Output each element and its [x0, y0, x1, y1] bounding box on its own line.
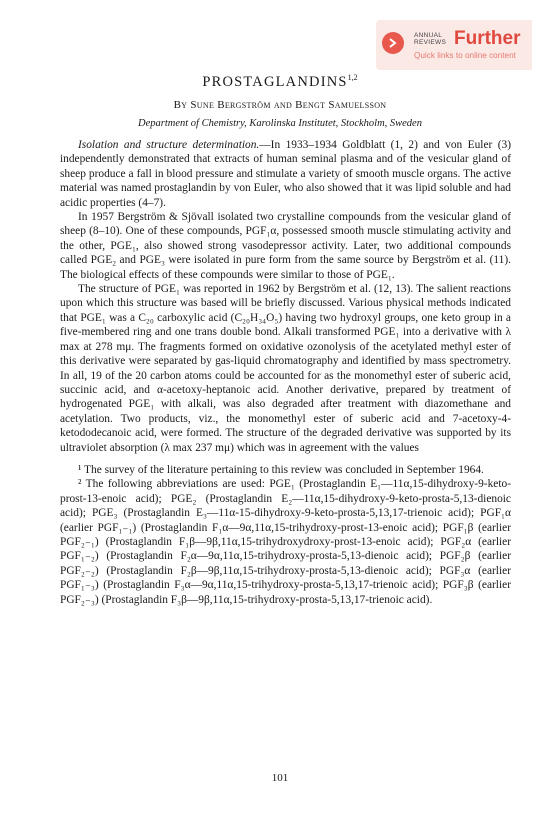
footnote-separator: [60, 455, 511, 463]
link-icon: [382, 32, 404, 54]
paragraph: Isolation and structure determination.—In 1933–1934 Goldblatt (1, 2) and von Euler (3) independently demonstrated that extracts of human seminal plasma and of the vesicular gland of sheep produce a fall in blood pressure and stimulate a variety of smooth muscle organs. The active material was named prostaglandin by von Euler, who also showed that it was lipid soluble and had acidic properties (4–7).: [60, 139, 512, 209]
annual-reviews-label: ANNUAL REVIEWS: [414, 32, 447, 46]
annual-reviews-further-banner[interactable]: [376, 20, 532, 70]
further-label: Further: [454, 28, 521, 49]
section-heading: Isolation and structure determination.: [78, 139, 260, 151]
page-number: 101: [271, 772, 289, 784]
title-footnote-marker: 1,2: [347, 73, 358, 82]
paragraph: In 1957 Bergström & Sjövall isolated two crystalline compounds from the vesicular gland of sheep (8–10). One of these compounds, PGF₁α, possessed smooth muscle stimulating activity and the other, PGE₁, also showed strong vasodepressor activity. Later, two additional compounds called PGE₂ and PGE₃ were isolated in pure form from the same source by Bergström et al. (11). The biological effects of these compounds were similar to those of PGE₁.: [60, 211, 511, 281]
paragraph: The structure of PGE₁ was reported in 1962 by Bergström et al. (12, 13). The salient reactions upon which this structure was based will be briefly discussed. Various physical methods indicated that PGE₁ was a C₂₀ carboxylic acid (C₂₀H₃₄O₅) having two hydroxyl groups, one keto group in a five-membered ring and one trans double bond. Alkali transformed PGE₁ into a derivative with λ max at 278 mμ. The fragments formed on oxidative ozonolysis of the acetylated methyl ester of this derivative were separated by gas-liquid chromatography and identified by mass spectrometry. In all, 19 of the 20 carbon atoms could be accounted for as the monomethyl ester of suberic acid, succinic acid, and α-acetoxy-heptanoic acid. Another derivative, prepared by treatment of hydrogenated PGE₁ with alkali, was also degraded after treatment with diazomethane and acetylation. Two products, viz., the monomethyl ester of suberic acid and 7-acetoxy-4-ketododecanoic acid, were formed. The structure of the degraded derivative was supported by its ultraviolet absorption (λ max 237 mμ) which was in agreement with the values: [60, 283, 511, 454]
footnote: ¹ The survey of the literature pertaining to this review was concluded in September 1964.: [78, 463, 484, 476]
further-subtitle: Quick links to online content: [414, 51, 516, 60]
article-authors: By Sune Bergström and Bengt Samuelsson: [173, 99, 387, 111]
article-title: PROSTAGLANDINS$^{1,2}$: [202, 73, 358, 90]
article-body: [60, 138, 511, 607]
author-affiliation: Department of Chemistry, Karolinska Institutet, Stockholm, Sweden: [138, 118, 422, 129]
footnote: ² The following abbreviations are used: PGE₁ (Prostaglandin E₁—11α,15-dihydroxy-9-keto-prost-13-enoic acid); PGE₂ (Prostaglandin E₂—11α,15-dihydroxy-9-keto-prosta-5,13-dienoic acid); PGE₃ (Prostaglandin E₃—11α-15-dihydroxy-9-keto-prosta-5,13,17-trienoic acid); PGF₁α (earlier PGF₁₋₁) (Prostaglandin F₁α—9α,11α,15-trihydroxy-prost-13-enoic acid); PGF₁β (earlier PGF₂₋₁) (Prostaglandin F₁β—9β,11α,15-trihydroxydroxy-prost-13-enoic acid); PGF₂α (earlier PGF₁₋₂) (Prostaglandin F₂α—9α,11α,15-trihydroxy-prosta-5,13-dienoic acid); PGF₂β (earlier PGF₂₋₂) (Prostaglandin F₂β—9β,11α,15-trihydroxy-prosta-5,13-dienoic acid); PGF₃α (earlier PGF₁₋₃) (Prostaglandin F₃α—9α,11α,15-trihydroxy-prosta-5,13,17-trienoic acid); PGF₃β (earlier PGF₂₋₃) (Prostaglandin F₃β—9β,11α,15-trihydroxy-prosta-5,13,17-trienoic acid).: [60, 478, 511, 606]
